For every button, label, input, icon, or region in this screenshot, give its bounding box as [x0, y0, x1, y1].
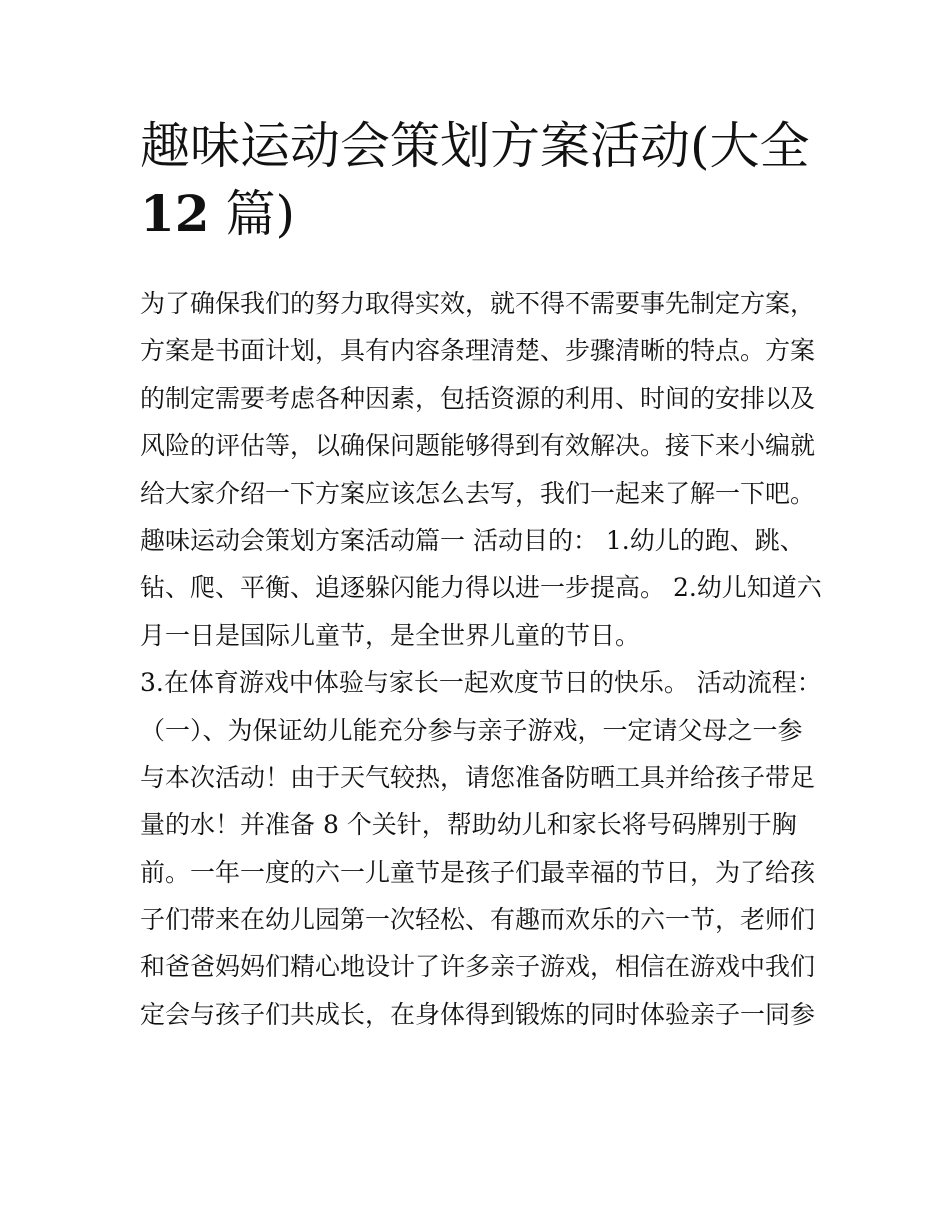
body-line: 量的水！并准备 8 个关针，帮助幼儿和家长将号码牌别于胸	[140, 810, 797, 840]
body-line: 给大家介绍一下方案应该怎么去写，我们一起来了解一下吧。	[140, 478, 816, 508]
body-line: 与本次活动！由于天气较热，请您准备防晒工具并给孩子带足	[140, 762, 816, 792]
document-title	[140, 112, 830, 248]
body-line: 定会与孩子们共成长，在身体得到锻炼的同时体验亲子一同参	[140, 999, 816, 1029]
body-line: 和爸爸妈妈们精心地设计了许多亲子游戏，相信在游戏中我们	[140, 952, 816, 982]
body-line: 方案是书面计划，具有内容条理清楚、步骤清晰的特点。方案	[140, 336, 816, 366]
body-line: （一）、为保证幼儿能充分参与亲子游戏，一定请父母之一参	[140, 715, 803, 745]
body-line: 为了确保我们的努力取得实效，就不得不需要事先制定方案，	[140, 289, 816, 318]
title-suffix: 篇)	[209, 185, 295, 243]
body-text	[140, 280, 820, 1038]
body-line: 子们带来在幼儿园第一次轻松、有趣而欢乐的六一节，老师们	[140, 905, 816, 935]
body-line: 月一日是国际儿童节，是全世界儿童的节日。	[140, 620, 641, 650]
body-line: 3.在体育游戏中体验与家长一起欢度节日的快乐。 活动流程：	[140, 668, 822, 698]
body-line: 前。一年一度的六一儿童节是孩子们最幸福的节日，为了给孩	[140, 857, 816, 887]
body-line: 的制定需要考虑各种因素，包括资源的利用、时间的安排以及	[140, 383, 816, 413]
title-line-1: 趣味运动会策划方案活动(大全	[140, 117, 810, 175]
body-line: 趣味运动会策划方案活动篇一 活动目的： 1.幼儿的跑、跳、	[140, 525, 805, 555]
title-line-2	[140, 180, 830, 248]
body-line: 风险的评估等，以确保问题能够得到有效解决。接下来小编就	[140, 431, 816, 461]
body-line: 钻、爬、平衡、追逐躲闪能力得以进一步提高。 2.幼儿知道六	[140, 573, 822, 603]
title-number: 12	[140, 184, 210, 243]
